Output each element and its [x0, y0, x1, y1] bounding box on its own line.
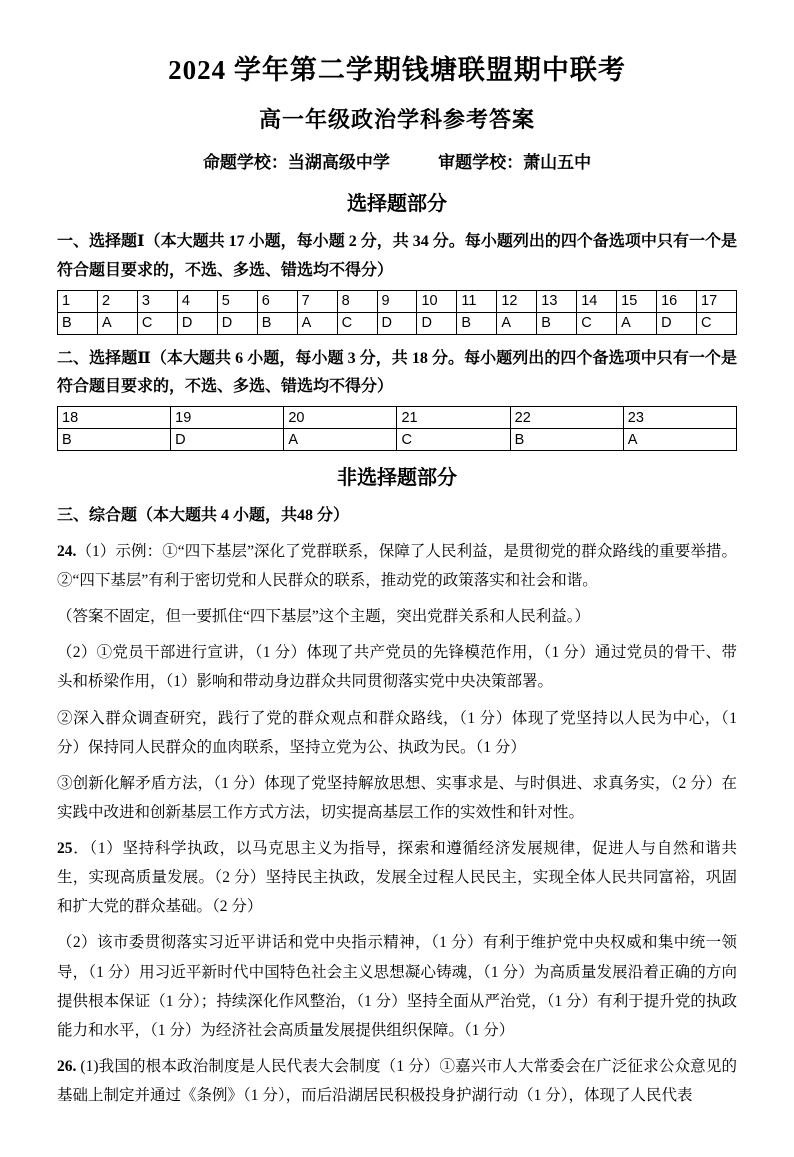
- table-cell: 13: [537, 290, 577, 312]
- table-cell: 6: [257, 290, 297, 312]
- table-cell: D: [217, 312, 257, 334]
- question-number: 24.: [57, 542, 77, 560]
- answer-text: ②深入群众调查研究，践行了党的群众观点和群众路线，（1 分）体现了党坚持以人民为中心，（1 分）保持同人民群众的血肉联系，坚持立党为公、执政为民。（1 分）: [57, 709, 737, 756]
- table-cell: B: [58, 429, 171, 451]
- table-cell: B: [58, 312, 98, 334]
- table-cell: 14: [577, 290, 617, 312]
- table-cell: C: [137, 312, 177, 334]
- table-cell: C: [337, 312, 377, 334]
- table-cell: 15: [617, 290, 657, 312]
- table-cell: 2: [97, 290, 137, 312]
- table-cell: 11: [457, 290, 497, 312]
- answer-paragraph-24-note: [57, 602, 737, 631]
- table-cell: 7: [297, 290, 337, 312]
- answer-text: (1)我国的根本政治制度是人民代表大会制度（1 分）①嘉兴市人大常委会在广泛征求公众意见的基础上制定并通过《条例》（1 分），而后沿湖居民积极投身护湖行动（1 分），体现了人民代表: [57, 1057, 737, 1105]
- table-cell: B: [537, 312, 577, 334]
- table-cell: 8: [337, 290, 377, 312]
- table-cell: A: [284, 429, 397, 451]
- table-cell: 12: [497, 290, 537, 312]
- answer-row: [58, 429, 737, 451]
- school-line: [57, 148, 737, 173]
- exam-subtitle: 高一年级政治学科参考答案: [258, 107, 535, 132]
- section1-heading: 一、选择题Ⅰ（本大题共 17 小题，每小题 2 分，共 34 分。每小题列出的四个备选项中只有一个是符合题目要求的，不选、多选、错选均不得分）: [57, 233, 737, 279]
- answer-paragraph-24-2-3: [57, 769, 737, 827]
- table-cell: 19: [171, 407, 284, 429]
- table-cell: 1: [58, 290, 98, 312]
- answer-text: ．（1）坚持科学执政，以马克思主义为指导，探索和遵循经济发展规律，促进人与自然和谐共生，实现高质量发展。（2 分）坚持民主执政，发展全过程人民民主，实现全体人民共同富裕，巩固和扩大党的群众基础。（2 分）: [57, 840, 737, 916]
- table-cell: C: [697, 312, 737, 334]
- table-cell: A: [97, 312, 137, 334]
- table-cell: D: [657, 312, 697, 334]
- question-number: 25: [57, 840, 73, 858]
- table-cell: B: [457, 312, 497, 334]
- answer-paragraph-26-1: [57, 1052, 737, 1110]
- table-cell: D: [417, 312, 457, 334]
- answer-text: （2）该市委贯彻落实习近平讲话和党中央指示精神，（1 分）有利于维护党中央权威和集中统一领导，（1 分）用习近平新时代中国特色社会主义思想凝心铸魂，（1 分）为高质量发展沿着正确的方向提供根本保证（1 分）；持续深化作风整治，（1 分）坚持全面从严治党，（1 分）有利于提升党的执政能力和水平，（1 分）为经济社会高质量发展提供组织保障。（1 分）: [57, 934, 737, 1039]
- reviewer-school: 审题学校：萧山五中: [438, 153, 592, 172]
- table-cell: 4: [177, 290, 217, 312]
- table-cell: 17: [697, 290, 737, 312]
- answer-text: （1）示例：①“四下基层”深化了党群联系，保障了人民利益，是贯彻党的群众路线的重要举措。②“四下基层”有利于密切党和人民群众的联系，推动党的政策落实和社会和谐。: [57, 542, 737, 590]
- table-cell: A: [623, 429, 736, 451]
- section2-heading: 二、选择题Ⅱ（本大题共 6 小题，每小题 3 分，共 18 分。每小题列出的四个备选项中只有一个是符合题目要求的，不选、多选、错选均不得分）: [57, 349, 737, 396]
- table-cell: A: [617, 312, 657, 334]
- table-cell: D: [377, 312, 417, 334]
- answer-table-1: [57, 290, 737, 335]
- table-cell: B: [510, 429, 623, 451]
- table-cell: 21: [397, 407, 510, 429]
- answer-paragraph-24-2-1: [57, 638, 737, 696]
- table-cell: 3: [137, 290, 177, 312]
- answer-text: （2）①党员干部进行宣讲，（1 分）体现了共产党员的先锋模范作用，（1 分）通过党员的骨干、带头和桥梁作用，（1）影响和带动身边群众共同贯彻落实党中央决策部署。: [57, 644, 737, 691]
- table-cell: C: [397, 429, 510, 451]
- table-cell: 16: [657, 290, 697, 312]
- choice-part-title: 选择题部分: [347, 193, 447, 215]
- table-cell: B: [257, 312, 297, 334]
- answer-paragraph-24-2-2: [57, 704, 737, 762]
- answer-table-2: [57, 406, 737, 451]
- table-cell: D: [177, 312, 217, 334]
- table-cell: 22: [510, 407, 623, 429]
- table-cell: 23: [623, 407, 736, 429]
- table-cell: 18: [58, 407, 171, 429]
- question-number: 26.: [57, 1057, 77, 1075]
- table-cell: A: [497, 312, 537, 334]
- answer-paragraph-25-2: [57, 928, 737, 1045]
- table-cell: C: [577, 312, 617, 334]
- table-cell: D: [171, 429, 284, 451]
- table-cell: 20: [284, 407, 397, 429]
- non-choice-part-title: 非选择题部分: [337, 467, 457, 490]
- table-cell: 9: [377, 290, 417, 312]
- table-cell: A: [297, 312, 337, 334]
- table-cell: 5: [217, 290, 257, 312]
- answer-row: [58, 312, 737, 334]
- essay-section-heading: 三、综合题（本大题共 4 小题，共48 分）: [57, 507, 350, 525]
- proposer-school: 命题学校：当湖高级中学: [202, 153, 390, 172]
- question-number-row: [58, 290, 737, 312]
- answer-text: ③创新化解矛盾方法，（1 分）体现了党坚持解放思想、实事求是、与时俱进、求真务实，（2 分）在实践中改进和创新基层工作方式方法，切实提高基层工作的实效性和针对性。: [57, 774, 737, 821]
- answer-paragraph-25-1: [57, 834, 737, 921]
- exam-title: 2024 学年第二学期钱塘联盟期中联考: [168, 55, 626, 85]
- answer-paragraph-24-1: [57, 537, 737, 595]
- answer-text: （答案不固定，但一要抓住“四下基层”这个主题，突出党群关系和人民利益。）: [57, 608, 591, 626]
- table-cell: 10: [417, 290, 457, 312]
- question-number-row: [58, 407, 737, 429]
